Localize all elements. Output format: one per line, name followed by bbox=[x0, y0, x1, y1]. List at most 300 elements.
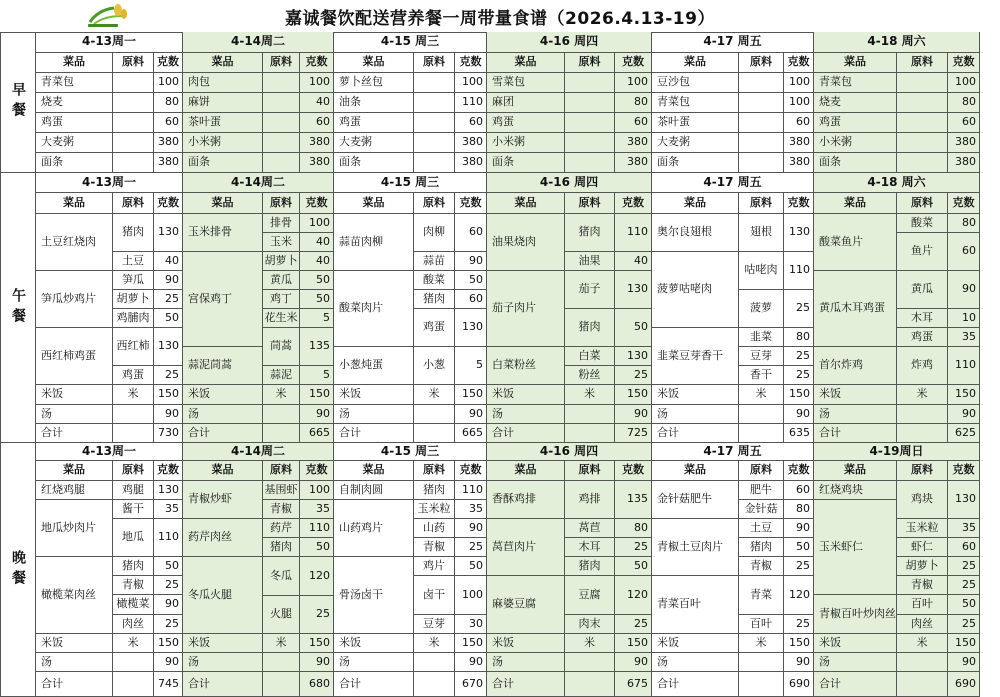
dinner-grams: 25 bbox=[784, 557, 814, 576]
breakfast-grams: 80 bbox=[154, 93, 183, 113]
dinner-dish: 青椒百叶炒肉丝 bbox=[814, 595, 897, 634]
dinner-grams: 135 bbox=[615, 481, 652, 519]
lunch-grams: 40 bbox=[615, 252, 652, 271]
lunch-rice-ingredient: 米 bbox=[263, 385, 300, 405]
dinner-ingredient: 肉丝 bbox=[113, 615, 154, 634]
lunch-ingredient: 鸡蛋 bbox=[897, 328, 948, 347]
lunch-ingredient: 韭菜 bbox=[739, 328, 784, 347]
lunch-grams: 130 bbox=[615, 271, 652, 309]
col-header-grams: 克数 bbox=[455, 53, 487, 73]
dinner-rice-grams: 150 bbox=[784, 634, 814, 653]
lunch-soup-grams: 90 bbox=[455, 405, 487, 424]
breakfast-dish: 萝卜丝包 bbox=[334, 73, 414, 93]
col-header-dish: 菜品 bbox=[652, 193, 739, 214]
lunch-dish: 笋瓜炒鸡片 bbox=[36, 271, 113, 328]
breakfast-ingredient bbox=[414, 113, 455, 133]
dinner-ingredient: 猪肉 bbox=[414, 481, 455, 500]
lunch-ingredient: 粉丝 bbox=[565, 366, 615, 385]
dinner-ingredient: 肉丝 bbox=[897, 615, 948, 634]
dinner-dish: 香酥鸡排 bbox=[487, 481, 565, 519]
col-header-ingredient: 原料 bbox=[897, 461, 948, 481]
lunch-dish: 蒜泥茼蒿 bbox=[183, 347, 263, 385]
breakfast-day-header: 4-16 周四 bbox=[487, 32, 652, 53]
lunch-rice-ingredient: 米 bbox=[897, 385, 948, 405]
lunch-rice-dish: 米饭 bbox=[183, 385, 263, 405]
col-header-grams: 克数 bbox=[784, 193, 814, 214]
dinner-grams: 35 bbox=[948, 519, 980, 538]
lunch-total-label: 合计 bbox=[36, 424, 113, 443]
dinner-total-label: 合计 bbox=[334, 672, 414, 697]
dinner-rice-ingredient: 米 bbox=[113, 634, 154, 653]
breakfast-grams: 60 bbox=[300, 113, 334, 133]
dinner-total-grams: 675 bbox=[615, 672, 652, 697]
breakfast-grams: 380 bbox=[948, 133, 980, 153]
dinner-grams: 130 bbox=[948, 481, 980, 519]
dinner-grams: 100 bbox=[455, 576, 487, 615]
col-header-dish: 菜品 bbox=[814, 461, 897, 481]
lunch-ingredient: 肉柳 bbox=[414, 214, 455, 252]
dinner-total-ingredient bbox=[897, 672, 948, 697]
col-header-ingredient: 原料 bbox=[263, 461, 300, 481]
dinner-dish: 地瓜炒肉片 bbox=[36, 500, 113, 557]
col-header-dish: 菜品 bbox=[334, 461, 414, 481]
dinner-rice-ingredient: 米 bbox=[739, 634, 784, 653]
lunch-day-header: 4-13周一 bbox=[36, 173, 183, 193]
lunch-ingredient: 胡萝卜 bbox=[263, 252, 300, 271]
lunch-ingredient: 白菜 bbox=[565, 347, 615, 366]
lunch-grams: 25 bbox=[154, 366, 183, 385]
breakfast-ingredient bbox=[113, 133, 154, 153]
lunch-grams: 80 bbox=[784, 328, 814, 347]
breakfast-ingredient bbox=[565, 133, 615, 153]
lunch-dish: 茄子肉片 bbox=[487, 271, 565, 347]
breakfast-ingredient bbox=[739, 153, 784, 173]
dinner-soup-ingredient bbox=[263, 653, 300, 672]
lunch-dish: 玉米排骨 bbox=[183, 214, 263, 252]
lunch-grams: 25 bbox=[784, 290, 814, 328]
col-header-grams: 克数 bbox=[615, 53, 652, 73]
lunch-dish: 土豆红烧肉 bbox=[36, 214, 113, 271]
dinner-rice-grams: 150 bbox=[154, 634, 183, 653]
lunch-grams: 130 bbox=[154, 214, 183, 252]
dinner-soup-grams: 90 bbox=[615, 653, 652, 672]
lunch-grams: 90 bbox=[154, 271, 183, 290]
dinner-dish: 青菜百叶 bbox=[652, 576, 739, 634]
col-header-dish: 菜品 bbox=[334, 193, 414, 214]
breakfast-grams: 380 bbox=[300, 153, 334, 173]
col-header-ingredient: 原料 bbox=[897, 53, 948, 73]
lunch-ingredient: 花生米 bbox=[263, 309, 300, 328]
dinner-grams: 50 bbox=[948, 595, 980, 615]
dinner-rice-grams: 150 bbox=[455, 634, 487, 653]
dinner-dish: 红烧鸡块 bbox=[814, 481, 897, 500]
lunch-grams: 100 bbox=[300, 214, 334, 233]
dinner-soup-grams: 90 bbox=[784, 653, 814, 672]
breakfast-grams: 380 bbox=[948, 153, 980, 173]
breakfast-grams: 60 bbox=[948, 113, 980, 133]
dinner-soup-ingredient bbox=[565, 653, 615, 672]
breakfast-ingredient bbox=[113, 153, 154, 173]
dinner-grams: 110 bbox=[300, 519, 334, 538]
breakfast-ingredient bbox=[113, 113, 154, 133]
col-header-dish: 菜品 bbox=[487, 461, 565, 481]
lunch-total-ingredient bbox=[565, 424, 615, 443]
col-header-dish: 菜品 bbox=[814, 193, 897, 214]
breakfast-dish: 麻团 bbox=[487, 93, 565, 113]
col-header-grams: 克数 bbox=[300, 53, 334, 73]
breakfast-dish: 烧麦 bbox=[814, 93, 897, 113]
breakfast-grams: 380 bbox=[784, 133, 814, 153]
dinner-soup-ingredient bbox=[739, 653, 784, 672]
col-header-ingredient: 原料 bbox=[414, 53, 455, 73]
col-header-ingredient: 原料 bbox=[113, 193, 154, 214]
breakfast-ingredient bbox=[565, 93, 615, 113]
col-header-grams: 克数 bbox=[948, 53, 980, 73]
lunch-ingredient: 鸡丁 bbox=[263, 290, 300, 309]
lunch-ingredient: 猪肉 bbox=[565, 309, 615, 347]
dinner-ingredient: 胡萝卜 bbox=[897, 557, 948, 576]
lunch-grams: 90 bbox=[948, 271, 980, 309]
dinner-rice-dish: 米饭 bbox=[652, 634, 739, 653]
breakfast-grams: 60 bbox=[784, 113, 814, 133]
col-header-dish: 菜品 bbox=[36, 461, 113, 481]
dinner-rice-dish: 米饭 bbox=[487, 634, 565, 653]
lunch-ingredient: 酸菜 bbox=[414, 271, 455, 290]
breakfast-ingredient bbox=[897, 153, 948, 173]
lunch-ingredient: 猪肉 bbox=[565, 214, 615, 252]
dinner-dish: 青椒炒虾 bbox=[183, 481, 263, 519]
lunch-soup-grams: 90 bbox=[154, 405, 183, 424]
lunch-soup-ingredient bbox=[263, 405, 300, 424]
dinner-ingredient: 酱干 bbox=[113, 500, 154, 519]
lunch-rice-grams: 150 bbox=[455, 385, 487, 405]
lunch-ingredient: 黄瓜 bbox=[897, 271, 948, 309]
lunch-grams: 40 bbox=[154, 252, 183, 271]
dinner-dish: 麻婆豆腐 bbox=[487, 576, 565, 634]
breakfast-ingredient bbox=[565, 113, 615, 133]
breakfast-ingredient bbox=[565, 153, 615, 173]
dinner-soup-grams: 90 bbox=[455, 653, 487, 672]
lunch-grams: 5 bbox=[300, 309, 334, 328]
dinner-ingredient: 虾仁 bbox=[897, 538, 948, 557]
dinner-ingredient: 木耳 bbox=[565, 538, 615, 557]
dinner-dish: 山药鸡片 bbox=[334, 500, 414, 557]
dinner-ingredient: 橄榄菜 bbox=[113, 595, 154, 615]
breakfast-ingredient bbox=[263, 93, 300, 113]
lunch-soup-dish: 汤 bbox=[183, 405, 263, 424]
breakfast-grams: 100 bbox=[948, 73, 980, 93]
dinner-ingredient: 鸡腿 bbox=[113, 481, 154, 500]
col-header-ingredient: 原料 bbox=[565, 193, 615, 214]
lunch-rice-grams: 150 bbox=[615, 385, 652, 405]
dinner-ingredient: 山药 bbox=[414, 519, 455, 538]
menu-table bbox=[0, 32, 1000, 697]
col-header-dish: 菜品 bbox=[334, 53, 414, 73]
breakfast-grams: 380 bbox=[154, 153, 183, 173]
lunch-grams: 60 bbox=[455, 214, 487, 252]
dinner-soup-grams: 90 bbox=[300, 653, 334, 672]
dinner-soup-dish: 汤 bbox=[814, 653, 897, 672]
dinner-rice-dish: 米饭 bbox=[183, 634, 263, 653]
dinner-grams: 50 bbox=[154, 557, 183, 576]
dinner-grams: 25 bbox=[615, 615, 652, 634]
dinner-total-label: 合计 bbox=[487, 672, 565, 697]
lunch-ingredient: 西红柿 bbox=[113, 328, 154, 366]
dinner-total-grams: 680 bbox=[300, 672, 334, 697]
lunch-soup-ingredient bbox=[414, 405, 455, 424]
dinner-grams: 120 bbox=[300, 557, 334, 596]
breakfast-grams: 100 bbox=[784, 73, 814, 93]
dinner-grams: 50 bbox=[300, 538, 334, 557]
lunch-grams: 60 bbox=[455, 290, 487, 309]
breakfast-grams: 60 bbox=[455, 113, 487, 133]
breakfast-dish: 面条 bbox=[36, 153, 113, 173]
dinner-ingredient: 鸡块 bbox=[897, 481, 948, 519]
dinner-label: 晚餐 bbox=[0, 443, 36, 697]
dinner-grams: 35 bbox=[300, 500, 334, 519]
dinner-total-grams: 670 bbox=[455, 672, 487, 697]
dinner-ingredient: 青椒 bbox=[897, 576, 948, 595]
dinner-soup-grams: 90 bbox=[948, 653, 980, 672]
breakfast-dish: 雪菜包 bbox=[487, 73, 565, 93]
lunch-total-label: 合计 bbox=[487, 424, 565, 443]
lunch-grams: 50 bbox=[300, 271, 334, 290]
breakfast-dish: 鸡蛋 bbox=[334, 113, 414, 133]
dinner-total-grams: 745 bbox=[154, 672, 183, 697]
breakfast-dish: 鸡蛋 bbox=[36, 113, 113, 133]
breakfast-dish: 面条 bbox=[814, 153, 897, 173]
dinner-rice-grams: 150 bbox=[948, 634, 980, 653]
dinner-dish: 莴苣肉片 bbox=[487, 519, 565, 576]
dinner-grams: 110 bbox=[154, 519, 183, 557]
lunch-ingredient: 笋瓜 bbox=[113, 271, 154, 290]
col-header-ingredient: 原料 bbox=[739, 53, 784, 73]
breakfast-dish: 肉包 bbox=[183, 73, 263, 93]
col-header-grams: 克数 bbox=[455, 461, 487, 481]
dinner-ingredient: 鸡排 bbox=[565, 481, 615, 519]
breakfast-grams: 100 bbox=[784, 93, 814, 113]
lunch-rice-dish: 米饭 bbox=[652, 385, 739, 405]
lunch-soup-ingredient bbox=[897, 405, 948, 424]
breakfast-dish: 大麦粥 bbox=[36, 133, 113, 153]
breakfast-day-header: 4-13周一 bbox=[36, 32, 183, 53]
breakfast-dish: 鸡蛋 bbox=[487, 113, 565, 133]
breakfast-dish: 小米粥 bbox=[183, 133, 263, 153]
dinner-total-label: 合计 bbox=[36, 672, 113, 697]
dinner-ingredient: 药芹 bbox=[263, 519, 300, 538]
breakfast-grams: 380 bbox=[784, 153, 814, 173]
dinner-total-ingredient bbox=[739, 672, 784, 697]
col-header-dish: 菜品 bbox=[183, 53, 263, 73]
breakfast-dish: 小米粥 bbox=[487, 133, 565, 153]
lunch-ingredient: 鸡蛋 bbox=[113, 366, 154, 385]
lunch-grams: 110 bbox=[615, 214, 652, 252]
col-header-grams: 克数 bbox=[784, 53, 814, 73]
breakfast-ingredient bbox=[897, 113, 948, 133]
breakfast-day-header: 4-17 周五 bbox=[652, 32, 814, 53]
col-header-ingredient: 原料 bbox=[414, 193, 455, 214]
lunch-total-label: 合计 bbox=[183, 424, 263, 443]
breakfast-ingredient bbox=[897, 133, 948, 153]
lunch-dish: 黄瓜木耳鸡蛋 bbox=[814, 271, 897, 347]
dinner-ingredient: 肥牛 bbox=[739, 481, 784, 500]
breakfast-grams: 380 bbox=[615, 153, 652, 173]
dinner-ingredient: 玉米粒 bbox=[414, 500, 455, 519]
breakfast-dish: 茶叶蛋 bbox=[652, 113, 739, 133]
col-header-ingredient: 原料 bbox=[113, 461, 154, 481]
lunch-grams: 50 bbox=[154, 309, 183, 328]
lunch-grams: 60 bbox=[948, 233, 980, 271]
dinner-soup-dish: 汤 bbox=[36, 653, 113, 672]
dinner-grams: 60 bbox=[784, 481, 814, 500]
lunch-rice-grams: 150 bbox=[784, 385, 814, 405]
lunch-ingredient: 玉米 bbox=[263, 233, 300, 252]
dinner-soup-dish: 汤 bbox=[334, 653, 414, 672]
dinner-grams: 100 bbox=[300, 481, 334, 500]
breakfast-dish: 油条 bbox=[334, 93, 414, 113]
lunch-ingredient: 蒜泥 bbox=[263, 366, 300, 385]
dinner-rice-ingredient: 米 bbox=[897, 634, 948, 653]
breakfast-dish: 鸡蛋 bbox=[814, 113, 897, 133]
dinner-rice-dish: 米饭 bbox=[814, 634, 897, 653]
lunch-grams: 90 bbox=[455, 252, 487, 271]
dinner-total-ingredient bbox=[263, 672, 300, 697]
dinner-soup-dish: 汤 bbox=[652, 653, 739, 672]
breakfast-grams: 80 bbox=[948, 93, 980, 113]
lunch-total-label: 合计 bbox=[814, 424, 897, 443]
breakfast-label: 早餐 bbox=[0, 32, 36, 173]
lunch-grams: 110 bbox=[948, 347, 980, 385]
lunch-ingredient: 蒜苗 bbox=[414, 252, 455, 271]
col-header-dish: 菜品 bbox=[652, 461, 739, 481]
breakfast-grams: 380 bbox=[455, 133, 487, 153]
dinner-soup-ingredient bbox=[113, 653, 154, 672]
lunch-grams: 130 bbox=[615, 347, 652, 366]
dinner-day-header: 4-15 周三 bbox=[334, 443, 487, 461]
col-header-dish: 菜品 bbox=[183, 461, 263, 481]
breakfast-ingredient bbox=[263, 153, 300, 173]
dinner-grams: 50 bbox=[615, 557, 652, 576]
lunch-total-grams: 665 bbox=[300, 424, 334, 443]
dinner-grams: 30 bbox=[455, 615, 487, 634]
breakfast-day-header: 4-15 周三 bbox=[334, 32, 487, 53]
lunch-dish: 油果烧肉 bbox=[487, 214, 565, 271]
lunch-ingredient: 炸鸡 bbox=[897, 347, 948, 385]
lunch-soup-ingredient bbox=[565, 405, 615, 424]
lunch-dish: 酸菜肉片 bbox=[334, 271, 414, 347]
breakfast-grams: 60 bbox=[154, 113, 183, 133]
breakfast-dish: 面条 bbox=[334, 153, 414, 173]
dinner-total-label: 合计 bbox=[652, 672, 739, 697]
lunch-soup-dish: 汤 bbox=[814, 405, 897, 424]
dinner-dish: 青椒土豆肉片 bbox=[652, 519, 739, 576]
dinner-ingredient: 青椒 bbox=[739, 557, 784, 576]
lunch-ingredient: 酸菜 bbox=[897, 214, 948, 233]
dinner-ingredient: 豆腐 bbox=[565, 576, 615, 615]
lunch-ingredient: 猪肉 bbox=[414, 290, 455, 309]
dinner-grams: 80 bbox=[784, 500, 814, 519]
lunch-label: 午餐 bbox=[0, 173, 36, 443]
lunch-grams: 25 bbox=[784, 366, 814, 385]
breakfast-grams: 40 bbox=[300, 93, 334, 113]
lunch-ingredient: 猪肉 bbox=[113, 214, 154, 252]
dinner-ingredient: 金针菇 bbox=[739, 500, 784, 519]
breakfast-grams: 100 bbox=[455, 73, 487, 93]
lunch-total-ingredient bbox=[897, 424, 948, 443]
dinner-ingredient: 火腿 bbox=[263, 596, 300, 634]
breakfast-ingredient bbox=[414, 133, 455, 153]
lunch-grams: 80 bbox=[948, 214, 980, 233]
lunch-ingredient: 木耳 bbox=[897, 309, 948, 328]
lunch-total-grams: 635 bbox=[784, 424, 814, 443]
lunch-grams: 40 bbox=[300, 252, 334, 271]
lunch-ingredient: 油果 bbox=[565, 252, 615, 271]
lunch-rice-grams: 150 bbox=[948, 385, 980, 405]
lunch-ingredient: 小葱 bbox=[414, 347, 455, 385]
breakfast-grams: 380 bbox=[455, 153, 487, 173]
dinner-grams: 60 bbox=[948, 538, 980, 557]
lunch-soup-grams: 90 bbox=[948, 405, 980, 424]
dinner-grams: 120 bbox=[784, 576, 814, 615]
dinner-soup-grams: 90 bbox=[154, 653, 183, 672]
dinner-grams: 130 bbox=[154, 481, 183, 500]
col-header-dish: 菜品 bbox=[487, 193, 565, 214]
lunch-rice-dish: 米饭 bbox=[487, 385, 565, 405]
dinner-rice-grams: 150 bbox=[615, 634, 652, 653]
dinner-ingredient: 玉米粒 bbox=[897, 519, 948, 538]
col-header-ingredient: 原料 bbox=[565, 461, 615, 481]
lunch-ingredient: 菠萝 bbox=[739, 290, 784, 328]
dinner-dish: 冬瓜火腿 bbox=[183, 557, 263, 634]
lunch-ingredient: 咕咾肉 bbox=[739, 252, 784, 290]
lunch-dish: 韭菜豆芽香干 bbox=[652, 328, 739, 385]
col-header-ingredient: 原料 bbox=[739, 461, 784, 481]
dinner-ingredient: 基围虾 bbox=[263, 481, 300, 500]
lunch-day-header: 4-15 周三 bbox=[334, 173, 487, 193]
dinner-ingredient: 青椒 bbox=[263, 500, 300, 519]
lunch-grams: 50 bbox=[615, 309, 652, 347]
lunch-day-header: 4-16 周四 bbox=[487, 173, 652, 193]
lunch-soup-ingredient bbox=[113, 405, 154, 424]
lunch-ingredient: 土豆 bbox=[113, 252, 154, 271]
dinner-ingredient: 青椒 bbox=[113, 576, 154, 595]
lunch-soup-dish: 汤 bbox=[487, 405, 565, 424]
page-title: 嘉诚餐饮配送营养餐一周带量食谱（2026.4.13-19） bbox=[285, 9, 715, 29]
lunch-total-grams: 725 bbox=[615, 424, 652, 443]
dinner-grams: 120 bbox=[615, 576, 652, 615]
lunch-rice-ingredient: 米 bbox=[739, 385, 784, 405]
breakfast-ingredient bbox=[739, 73, 784, 93]
lunch-ingredient: 鸡脯肉 bbox=[113, 309, 154, 328]
dinner-ingredient: 土豆 bbox=[739, 519, 784, 538]
dinner-rice-grams: 150 bbox=[300, 634, 334, 653]
dinner-grams: 25 bbox=[300, 596, 334, 634]
lunch-dish: 首尔炸鸡 bbox=[814, 347, 897, 385]
dinner-grams: 25 bbox=[948, 557, 980, 576]
lunch-grams: 35 bbox=[948, 328, 980, 347]
dinner-rice-dish: 米饭 bbox=[36, 634, 113, 653]
dinner-grams: 25 bbox=[455, 538, 487, 557]
breakfast-dish: 面条 bbox=[183, 153, 263, 173]
dinner-ingredient: 豆芽 bbox=[414, 615, 455, 634]
lunch-total-label: 合计 bbox=[652, 424, 739, 443]
breakfast-ingredient bbox=[897, 93, 948, 113]
title-bar bbox=[0, 0, 1000, 32]
breakfast-ingredient bbox=[739, 93, 784, 113]
lunch-grams: 130 bbox=[784, 214, 814, 252]
lunch-grams: 25 bbox=[615, 366, 652, 385]
lunch-ingredient: 鸡蛋 bbox=[414, 309, 455, 347]
